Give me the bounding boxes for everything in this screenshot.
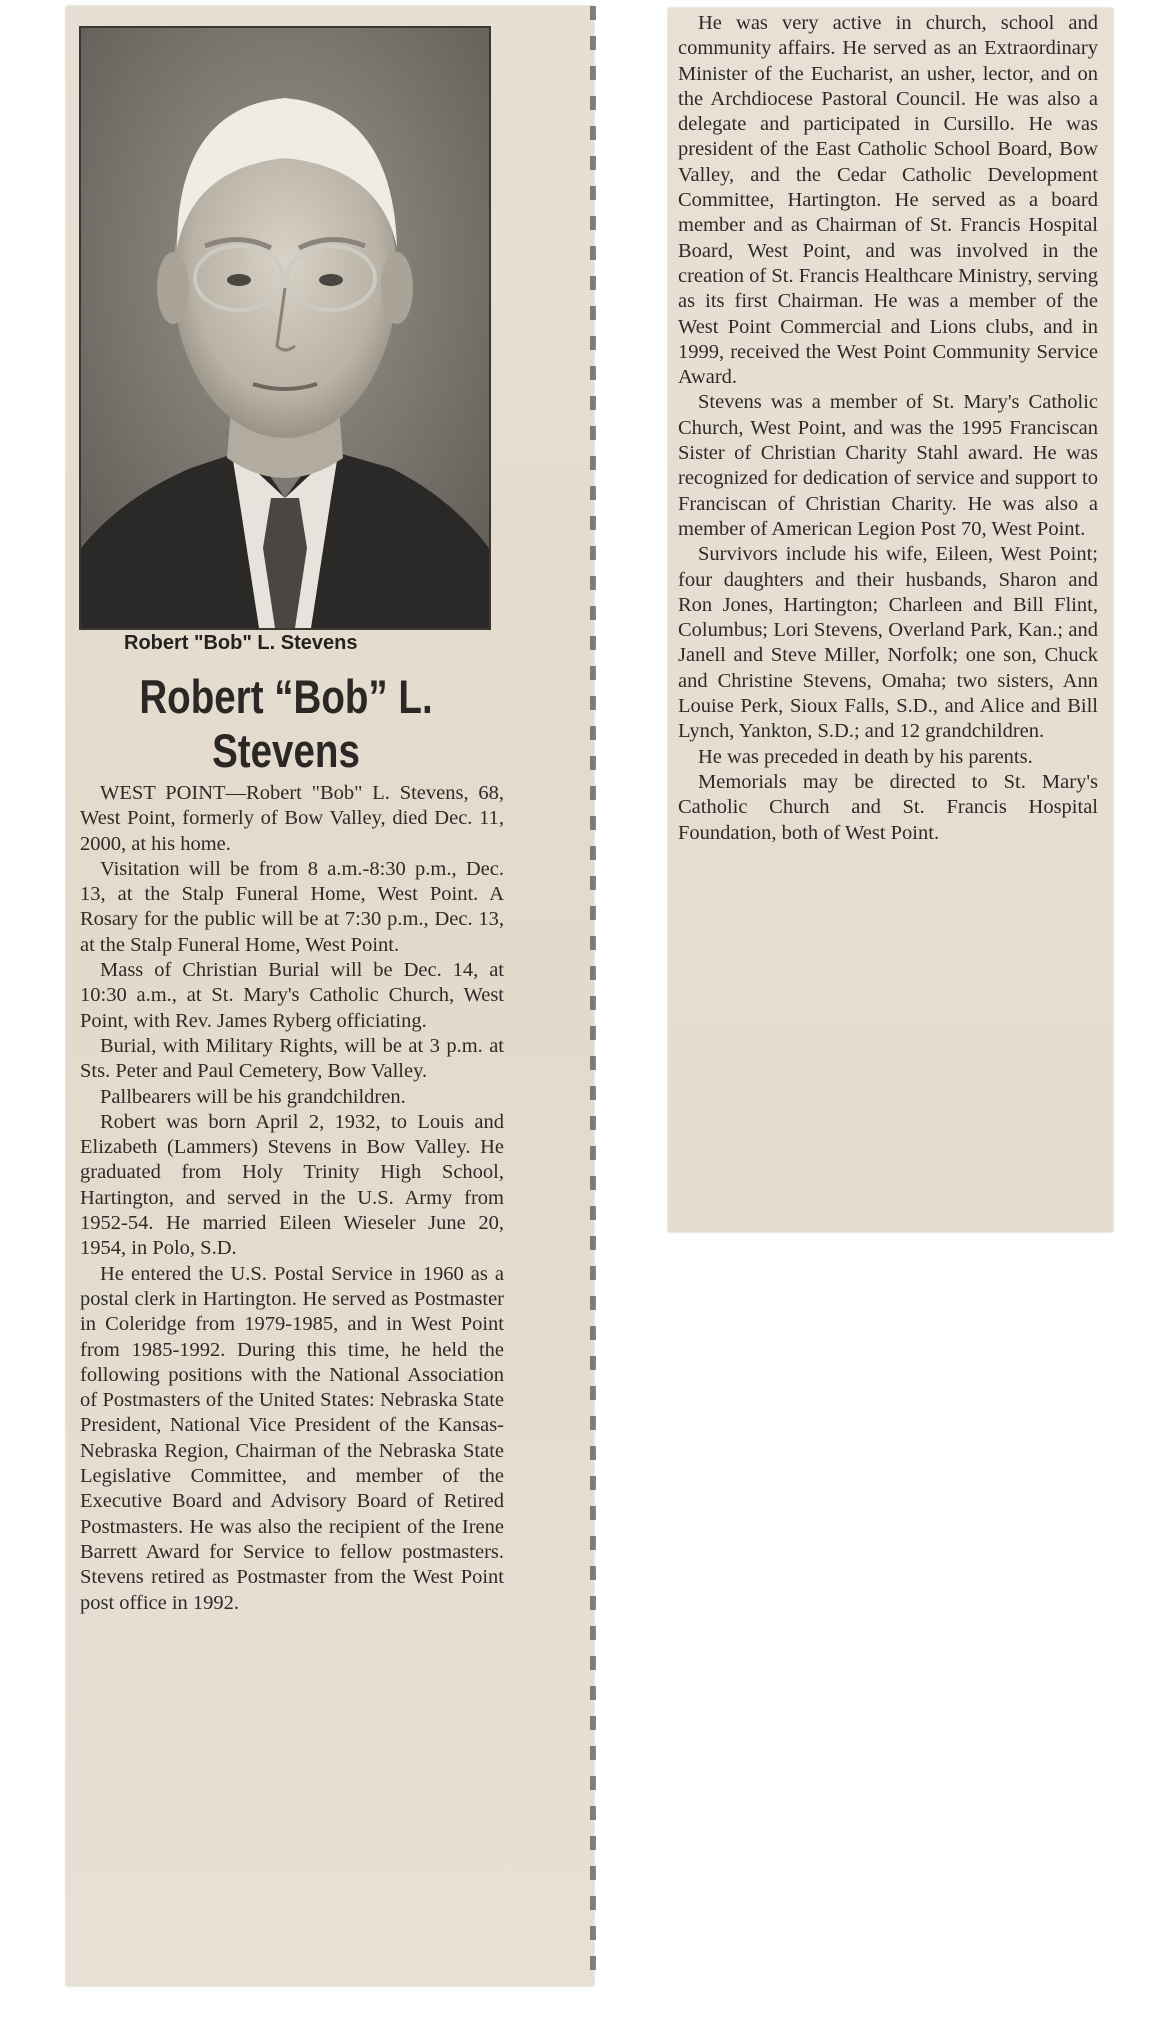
paragraph: WEST POINT—Robert "Bob" L. Stevens, 68, West Point, formerly of Bow Valley, died Dec. 11, 2000, at his home. xyxy=(80,782,504,855)
clipping-cut-edge xyxy=(590,6,596,1986)
headline-line-1: Robert “Bob” L. xyxy=(139,670,433,723)
obituary-clipping-right xyxy=(668,8,1113,1232)
paragraph: Mass of Christian Burial will be Dec. 14, at 10:30 a.m., at St. Mary's Catholic Church, West Point, with Rev. James Ryberg officiating. xyxy=(80,959,504,1032)
paragraph: Stevens was a member of St. Mary's Catholic Church, West Point, and was the 1995 Franciscan Sister of Christian Charity Stahl award. He was recognized for dedication of service and support to Franciscan of Christian Charity. He was also a member of American Legion Post 70, West Point. xyxy=(678,391,1098,540)
portrait-illustration xyxy=(81,28,489,628)
right-column-body xyxy=(678,11,1098,846)
portrait-photo xyxy=(79,26,491,630)
left-column-body xyxy=(80,781,504,1616)
paragraph: Survivors include his wife, Eileen, West Point; four daughters and their husbands, Sharon and Ron Jones, Hartington; Charleen and Bill Flint, Columbus; Lori Stevens, Overland Park, Kan.; and Janell and Steve Miller, Norfolk; one son, Chuck and Christine Stevens, Omaha; two sisters, Ann Louise Perk, Sioux Falls, S.D., and Alice and Bill Lynch, Yankton, S.D.; and 12 grandchildren. xyxy=(678,543,1098,743)
paragraph: He was preceded in death by his parents. xyxy=(698,745,1033,768)
paragraph: Robert was born April 2, 1932, to Louis and Elizabeth (Lammers) Stevens in Bow Valley. He graduated from Holy Trinity High School, Hartington, and served in the U.S. Army from 1952-54. He married Eileen Wieseler June 20, 1954, in Polo, S.D. xyxy=(80,1110,504,1260)
paragraph: Burial, with Military Rights, will be at 3 p.m. at Sts. Peter and Paul Cemetery, Bow Valley. xyxy=(80,1034,504,1083)
paragraph: Visitation will be from 8 a.m.-8:30 p.m., Dec. 13, at the Stalp Funeral Home, West Point. A Rosary for the public will be at 7:30 p.m., Dec. 13, at the Stalp Funeral Home, West Point. xyxy=(80,857,504,956)
headline-line-2: Stevens xyxy=(212,724,360,777)
paragraph: He entered the U.S. Postal Service in 1960 as a postal clerk in Hartington. He served as Postmaster in Coleridge from 1979-1985, and in West Point from 1985-1992. During this time, he held the following positions with the National Association of Postmasters of the United States: Nebraska State President, National Vice President of the Kansas-Nebraska Region, Chairman of the Nebraska State Legislative Committee, and member of the Executive Board and Advisory Board of Retired Postmasters. He was also the recipient of the Irene Barrett Award for Service to fellow postmasters. Stevens retired as Postmaster from the West Point post office in 1992. xyxy=(80,1262,504,1614)
obituary-headline xyxy=(114,670,458,778)
obituary-clipping-left xyxy=(66,6,594,1986)
paragraph: Memorials may be directed to St. Mary's Catholic Church and St. Francis Hospital Foundation, both of West Point. xyxy=(678,770,1098,844)
paragraph: Pallbearers will be his grandchildren. xyxy=(100,1085,406,1108)
photo-caption: Robert "Bob" L. Stevens xyxy=(124,632,358,654)
paragraph: He was very active in church, school and community affairs. He served as an Extraordinary Minister of the Eucharist, an usher, lector, and on the Archdiocese Pastoral Council. He was also a delegate and participated in Cursillo. He was president of the East Catholic School Board, Bow Valley, and the Cedar Catholic Development Committee, Hartington. He served as a board member and as Chairman of St. Francis Hospital Board, West Point, and was involved in the creation of St. Francis Healthcare Ministry, serving as its first Chairman. He was a member of the West Point Commercial and Lions clubs, and in 1999, received the West Point Community Service Award. xyxy=(678,12,1098,389)
